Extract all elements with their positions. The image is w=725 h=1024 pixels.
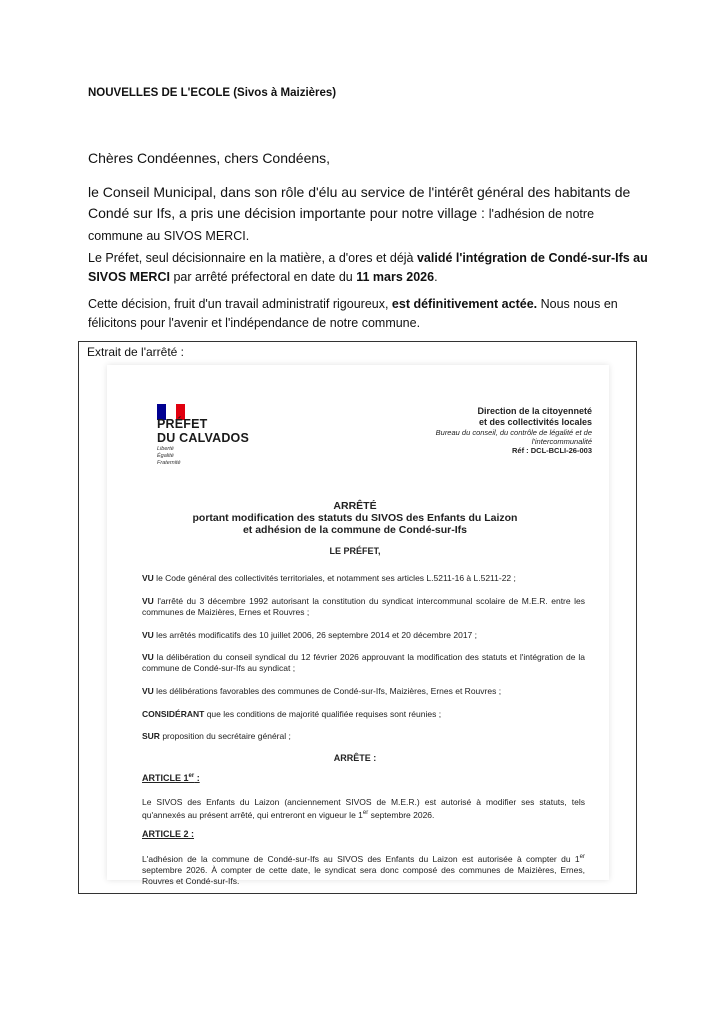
- vu-keyword: VU: [142, 652, 154, 662]
- art1-text-b: septembre 2026.: [368, 809, 435, 820]
- vu-keyword: VU: [142, 630, 154, 640]
- vu-text: les délibérations favorables des communes de Condé-sur-Ifs, Maizières, Ernes et Rouvres ;: [153, 686, 502, 696]
- vu-keyword: VU: [142, 686, 154, 696]
- p3-text-2: Nous nous en félicitons pour l'avenir et l'indépendance de notre commune.: [88, 297, 618, 330]
- dir-ref: Réf : DCL-BCLI-26-003: [511, 446, 592, 455]
- article-1-title: [142, 773, 200, 783]
- vu-4: [142, 652, 585, 674]
- art1-text-sup: er: [362, 810, 369, 816]
- prefet-logo: [157, 417, 249, 445]
- sur: [142, 731, 585, 742]
- sur-text: proposition du secrétaire général ;: [159, 731, 291, 741]
- art2-text-b: septembre 2026. À compter de cette date, le syndicat sera donc composé des communes de Maizières, Ernes, Rouvres et Condé-sur-Ifs.: [142, 864, 585, 886]
- p3-bold: est définitivement actée.: [391, 297, 538, 311]
- art2-label: ARTICLE 2: [142, 829, 189, 839]
- cons-keyword: CONSIDÉRANT: [142, 709, 205, 719]
- art1-label: ARTICLE 1: [142, 773, 189, 783]
- vu-keyword: VU: [142, 573, 154, 583]
- paragraph-3: [88, 295, 648, 333]
- article-2-title: [142, 829, 194, 839]
- art2-colon: :: [188, 829, 195, 839]
- dir-line-2: et des collectivités locales: [478, 417, 592, 427]
- dir-line-1: Direction de la citoyenneté: [477, 406, 592, 416]
- p2-end: .: [434, 270, 438, 284]
- arrete-sub-1: portant modification des statuts du SIVOS des Enfants du Laizon: [192, 512, 518, 524]
- art1-sup: er: [188, 773, 195, 779]
- article-2-text: [142, 852, 585, 887]
- dir-line-3: Bureau du conseil, du contrôle de légalité et de: [435, 428, 592, 437]
- sur-keyword: SUR: [142, 731, 160, 741]
- art2-text-a: L'adhésion de la commune de Condé-sur-Ifs au SIVOS des Enfants du Laizon est autorisée à compter du 1: [142, 853, 580, 864]
- arrete-heading: [125, 500, 585, 536]
- arrete-label: ARRÊTE :: [333, 753, 377, 763]
- prefet-line-2: DU CALVADOS: [157, 431, 250, 445]
- art1-text-a: Le SIVOS des Enfants du Laizon (anciennement SIVOS de M.E.R.) est autorisé à modifier ses statuts, tels qu'annexés au présent arrêté, qui entreront en vigueur le 1: [142, 797, 585, 820]
- p3-text: Cette décision, fruit d'un travail administratif rigoureux,: [88, 297, 392, 311]
- devise-egalite: Égalité: [157, 453, 174, 459]
- prefet-line-1: PRÉFET: [157, 417, 208, 431]
- arrete-sub-2: et adhésion de la commune de Condé-sur-Ifs: [242, 524, 468, 536]
- devise-fraternite: Fraternité: [157, 460, 181, 466]
- page-title: NOUVELLES DE L'ECOLE (Sivos à Maizières): [88, 87, 337, 99]
- article-1-text: [142, 797, 585, 821]
- vu-text: la délibération du conseil syndical du 12 février 2026 approuvant la modification des statuts et l'intégration de la commune de Condé-sur-Ifs au syndicat ;: [142, 652, 585, 673]
- paragraph-2: [88, 249, 648, 287]
- paragraph-1: [88, 182, 648, 247]
- vu-1: [142, 573, 585, 584]
- art1-colon: :: [194, 773, 200, 783]
- cons-text: que les conditions de majorité qualifiée requises sont réunies ;: [204, 709, 442, 719]
- p2-bold: validé l'intégration de Condé-sur-Ifs au SIVOS MERCI: [88, 251, 648, 284]
- vu-text: l'arrêté du 3 décembre 1992 autorisant la constitution du syndicat intercommunal scolaire de M.E.R. entre les communes de Maizières, Ernes et Rouvres ;: [142, 596, 585, 617]
- extract-label: Extrait de l'arrêté :: [87, 345, 184, 359]
- vu-text: le Code général des collectivités territoriales, et notamment ses articles L.5211-16 à L.5211-22 ;: [153, 573, 516, 583]
- p2-date: 11 mars 2026: [356, 270, 435, 284]
- vu-text: les arrêtés modificatifs des 10 juillet 2006, 26 septembre 2014 et 20 décembre 2017 ;: [153, 630, 478, 640]
- p2-text: Le Préfet, seul décisionnaire en la matière, a d'ores et déjà: [88, 251, 417, 265]
- vu-3: [142, 630, 585, 641]
- considerant: [142, 709, 585, 720]
- vu-keyword: VU: [142, 596, 154, 606]
- p1-adhesion: l'adhésion de notre commune au SIVOS MERCI.: [88, 207, 595, 243]
- art2-text-sup: er: [579, 854, 585, 860]
- devise-liberte: Liberté: [157, 446, 174, 452]
- devise: [157, 446, 181, 467]
- p2-text-2: par arrêté préfectoral en date du: [169, 270, 357, 284]
- greeting: Chères Condéennes, chers Condéens,: [88, 150, 331, 166]
- direction-block: [436, 406, 592, 455]
- le-prefet: LE PRÉFET,: [329, 546, 381, 556]
- vu-2: [142, 596, 585, 618]
- dir-line-4: l'intercommunalité: [531, 437, 592, 446]
- vu-5: [142, 686, 585, 697]
- arrete-title: ARRÊTÉ: [333, 500, 377, 512]
- p1-main: le Conseil Municipal, dans son rôle d'élu au service de l'intérêt général des habitants de Condé sur Ifs, a pris une décision importante pour notre village :: [88, 184, 631, 221]
